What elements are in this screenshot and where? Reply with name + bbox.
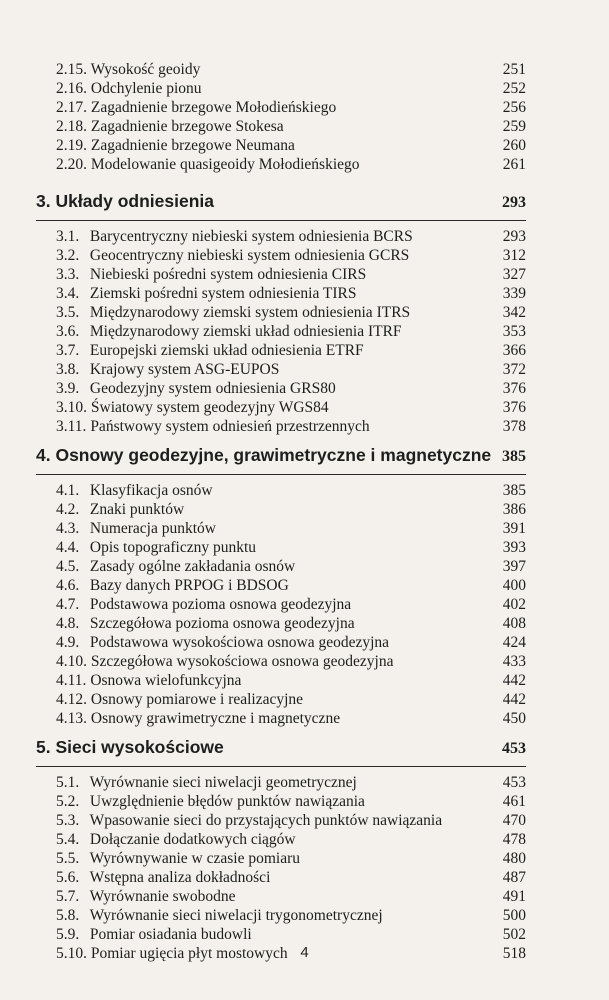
entry-number: 5.3. — [56, 812, 80, 829]
toc-entry[interactable] — [36, 500, 526, 519]
entry-title: Europejski ziemski układ odniesienia ETRF — [89, 342, 364, 359]
toc-entry[interactable] — [36, 136, 526, 155]
entry-number: 5.9. — [56, 926, 80, 943]
entry-number: 4.2. — [56, 501, 80, 518]
toc-entry[interactable] — [36, 690, 526, 709]
toc-entry[interactable] — [36, 792, 526, 811]
entry-page: 461 — [502, 793, 526, 810]
entry-number: 3.1. — [56, 228, 80, 245]
entry-number: 4.10. — [56, 653, 87, 670]
entry-title: Geodezyjny system odniesienia GRS80 — [89, 380, 336, 397]
entry-title: Ziemski pośredni system odniesienia TIRS — [89, 285, 357, 302]
entry-page: 442 — [502, 672, 526, 689]
entry-page: 312 — [502, 247, 526, 264]
section-title: 5. Sieci wysokościowe — [36, 737, 224, 757]
toc-entry[interactable] — [36, 246, 526, 265]
entry-title: Osnowy pomiarowe i realizacyjne — [90, 691, 304, 708]
toc-entry[interactable] — [36, 709, 526, 728]
toc-entry[interactable] — [36, 652, 526, 671]
entry-page: 442 — [502, 691, 526, 708]
entry-title: Światowy system geodezyjny WGS84 — [90, 399, 329, 416]
entry-page: 478 — [502, 831, 526, 848]
entry-page: 252 — [502, 80, 526, 97]
entry-page: 408 — [502, 615, 526, 632]
entry-page: 366 — [502, 342, 526, 359]
entry-title: Geocentryczny niebieski system odniesienia GCRS — [89, 247, 410, 264]
entry-title: Zagadnienie brzegowe Stokesa — [90, 118, 284, 135]
entry-page: 376 — [502, 399, 526, 416]
toc-entry[interactable] — [36, 417, 526, 436]
chapter-2-entries — [36, 60, 526, 174]
entry-title: Pomiar osiadania budowli — [89, 926, 252, 943]
entry-number: 4.7. — [56, 596, 80, 613]
entry-number: 5.8. — [56, 907, 80, 924]
entry-page: 518 — [502, 945, 526, 962]
entry-page: 433 — [502, 653, 526, 670]
entry-page: 293 — [502, 228, 526, 245]
entry-title: Pomiar ugięcia płyt mostowych — [90, 945, 288, 962]
entry-page: 500 — [502, 907, 526, 924]
entry-number: 4.5. — [56, 558, 80, 575]
entry-page: 342 — [502, 304, 526, 321]
toc-entry[interactable] — [36, 379, 526, 398]
entry-number: 2.20. — [56, 156, 87, 173]
entry-number: 4.9. — [56, 634, 80, 651]
entry-title: Wyrównywanie w czasie pomiaru — [89, 850, 301, 867]
entry-title: Krajowy system ASG-EUPOS — [89, 361, 280, 378]
entry-title: Wysokość geoidy — [90, 61, 201, 78]
section-title: 3. Układy odniesienia — [36, 191, 214, 211]
entry-number: 4.6. — [56, 577, 80, 594]
entry-title: Międzynarodowy ziemski układ odniesienia ITRF — [89, 323, 402, 340]
entry-title: Modelowanie quasigeoidy Mołodieńskiego — [90, 156, 360, 173]
toc-entry[interactable] — [36, 398, 526, 417]
table-of-contents — [36, 60, 526, 963]
toc-entry[interactable] — [36, 79, 526, 98]
section-4-entries — [36, 481, 526, 728]
entry-title: Zagadnienie brzegowe Mołodieńskiego — [90, 99, 337, 116]
entry-page: 397 — [502, 558, 526, 575]
entry-page: 261 — [502, 156, 526, 173]
entry-page: 259 — [502, 118, 526, 135]
entry-page: 400 — [502, 577, 526, 594]
entry-number: 4.11. — [56, 672, 87, 689]
entry-number: 3.2. — [56, 247, 80, 264]
entry-title: Numeracja punktów — [89, 520, 216, 537]
entry-title: Opis topograficzny punktu — [89, 539, 257, 556]
entry-number: 4.1. — [56, 482, 80, 499]
section-4 — [36, 444, 526, 728]
toc-entry[interactable] — [36, 849, 526, 868]
entry-number: 3.5. — [56, 304, 80, 321]
toc-entry[interactable] — [36, 155, 526, 174]
entry-title: Niebieski pośredni system odniesienia CIRS — [89, 266, 367, 283]
entry-title: Podstawowa pozioma osnowa geodezyjna — [89, 596, 352, 613]
toc-entry[interactable] — [36, 284, 526, 303]
section-title: 4. Osnowy geodezyjne, grawimetryczne i magnetyczne — [36, 445, 492, 465]
entry-page: 260 — [502, 137, 526, 154]
entry-page: 372 — [502, 361, 526, 378]
toc-entry[interactable] — [36, 265, 526, 284]
entry-title: Odchylenie pionu — [90, 80, 202, 97]
toc-entry[interactable] — [36, 60, 526, 79]
entry-title: Zagadnienie brzegowe Neumana — [90, 137, 295, 154]
section-heading[interactable] — [36, 444, 526, 475]
toc-entry[interactable] — [36, 887, 526, 906]
entry-title: Wyrównanie sieci niwelacji geometrycznej — [89, 774, 357, 791]
section-heading[interactable] — [36, 190, 526, 221]
entry-number: 2.16. — [56, 80, 87, 97]
entry-title: Wyrównanie swobodne — [89, 888, 236, 905]
entry-number: 3.8. — [56, 361, 80, 378]
entry-number: 5.6. — [56, 869, 80, 886]
entry-page: 393 — [502, 539, 526, 556]
entry-page: 470 — [502, 812, 526, 829]
entry-number: 5.1. — [56, 774, 80, 791]
toc-entry[interactable] — [36, 576, 526, 595]
entry-title: Wyrównanie sieci niwelacji trygonometrycznej — [89, 907, 383, 924]
entry-title: Dołączanie dodatkowych ciągów — [89, 831, 296, 848]
entry-title: Wpasowanie sieci do przystających punktów nawiązania — [89, 812, 443, 829]
section-3-entries — [36, 227, 526, 436]
entry-number: 4.3. — [56, 520, 80, 537]
entry-number: 5.5. — [56, 850, 80, 867]
entry-page: 502 — [502, 926, 526, 943]
entry-page: 251 — [502, 61, 526, 78]
toc-entry[interactable] — [36, 322, 526, 341]
entry-number: 2.17. — [56, 99, 87, 116]
section-page: 385 — [502, 448, 526, 465]
toc-entry[interactable] — [36, 671, 526, 690]
toc-entry[interactable] — [36, 830, 526, 849]
entry-number: 3.4. — [56, 285, 80, 302]
entry-number: 5.7. — [56, 888, 80, 905]
toc-entry[interactable] — [36, 633, 526, 652]
entry-page: 353 — [502, 323, 526, 340]
entry-title: Szczegółowa pozioma osnowa geodezyjna — [89, 615, 355, 632]
entry-number: 5.10. — [56, 945, 87, 962]
entry-title: Klasyfikacja osnów — [89, 482, 213, 499]
section-5-entries — [36, 773, 526, 963]
toc-entry[interactable] — [36, 117, 526, 136]
entry-title: Wstępna analiza dokładności — [89, 869, 271, 886]
entry-number: 3.9. — [56, 380, 80, 397]
entry-number: 3.10. — [56, 399, 87, 416]
toc-entry[interactable] — [36, 360, 526, 379]
toc-entry[interactable] — [36, 925, 526, 944]
entry-page: 402 — [502, 596, 526, 613]
entry-page: 391 — [502, 520, 526, 537]
toc-entry[interactable] — [36, 341, 526, 360]
entry-page: 378 — [502, 418, 526, 435]
entry-number: 3.7. — [56, 342, 80, 359]
entry-page: 453 — [502, 774, 526, 791]
toc-entry[interactable] — [36, 595, 526, 614]
toc-entry[interactable] — [36, 811, 526, 830]
section-page: 293 — [502, 194, 526, 211]
entry-number: 2.19. — [56, 137, 87, 154]
toc-entry[interactable] — [36, 906, 526, 925]
entry-page: 339 — [502, 285, 526, 302]
entry-page: 256 — [502, 99, 526, 116]
entry-title: Szczegółowa wysokościowa osnowa geodezyjna — [90, 653, 394, 670]
entry-title: Państwowy system odniesień przestrzennych — [90, 418, 370, 435]
section-3 — [36, 190, 526, 436]
entry-title: Osnowy grawimetryczne i magnetyczne — [90, 710, 341, 727]
entry-title: Bazy danych PRPOG i BDSOG — [89, 577, 289, 594]
entry-page: 424 — [502, 634, 526, 651]
entry-page: 386 — [502, 501, 526, 518]
toc-entry[interactable] — [36, 773, 526, 792]
entry-number: 5.2. — [56, 793, 80, 810]
toc-entry[interactable] — [36, 481, 526, 500]
page-number: 4 — [300, 944, 309, 961]
entry-title: Uwzględnienie błędów punktów nawiązania — [89, 793, 365, 810]
section-heading[interactable] — [36, 736, 526, 767]
entry-page: 491 — [502, 888, 526, 905]
entry-title: Osnowa wielofunkcyjna — [90, 672, 242, 689]
entry-number: 2.18. — [56, 118, 87, 135]
entry-number: 5.4. — [56, 831, 80, 848]
entry-number: 2.15. — [56, 61, 87, 78]
entry-number: 4.12. — [56, 691, 87, 708]
entry-number: 3.6. — [56, 323, 80, 340]
entry-page: 376 — [502, 380, 526, 397]
entry-number: 4.13. — [56, 710, 87, 727]
entry-number: 3.3. — [56, 266, 80, 283]
toc-entry[interactable] — [36, 303, 526, 322]
entry-title: Zasady ogólne zakładania osnów — [89, 558, 296, 575]
toc-entry[interactable] — [36, 519, 526, 538]
section-page: 453 — [502, 740, 526, 757]
entry-number: 4.4. — [56, 539, 80, 556]
entry-page: 487 — [502, 869, 526, 886]
toc-entry[interactable] — [36, 98, 526, 117]
entry-number: 3.11. — [56, 418, 87, 435]
entry-number: 4.8. — [56, 615, 80, 632]
toc-entry[interactable] — [36, 538, 526, 557]
entry-title: Znaki punktów — [89, 501, 185, 518]
toc-entry[interactable] — [36, 614, 526, 633]
entry-page: 450 — [502, 710, 526, 727]
entry-page: 385 — [502, 482, 526, 499]
toc-entry[interactable] — [36, 557, 526, 576]
entry-page: 327 — [502, 266, 526, 283]
entry-title: Międzynarodowy ziemski system odniesienia ITRS — [89, 304, 411, 321]
entry-title: Barycentryczny niebieski system odniesienia BCRS — [89, 228, 413, 245]
toc-entry[interactable] — [36, 868, 526, 887]
entry-page: 480 — [502, 850, 526, 867]
section-5 — [36, 736, 526, 963]
toc-entry[interactable] — [36, 227, 526, 246]
entry-title: Podstawowa wysokościowa osnowa geodezyjna — [89, 634, 390, 651]
